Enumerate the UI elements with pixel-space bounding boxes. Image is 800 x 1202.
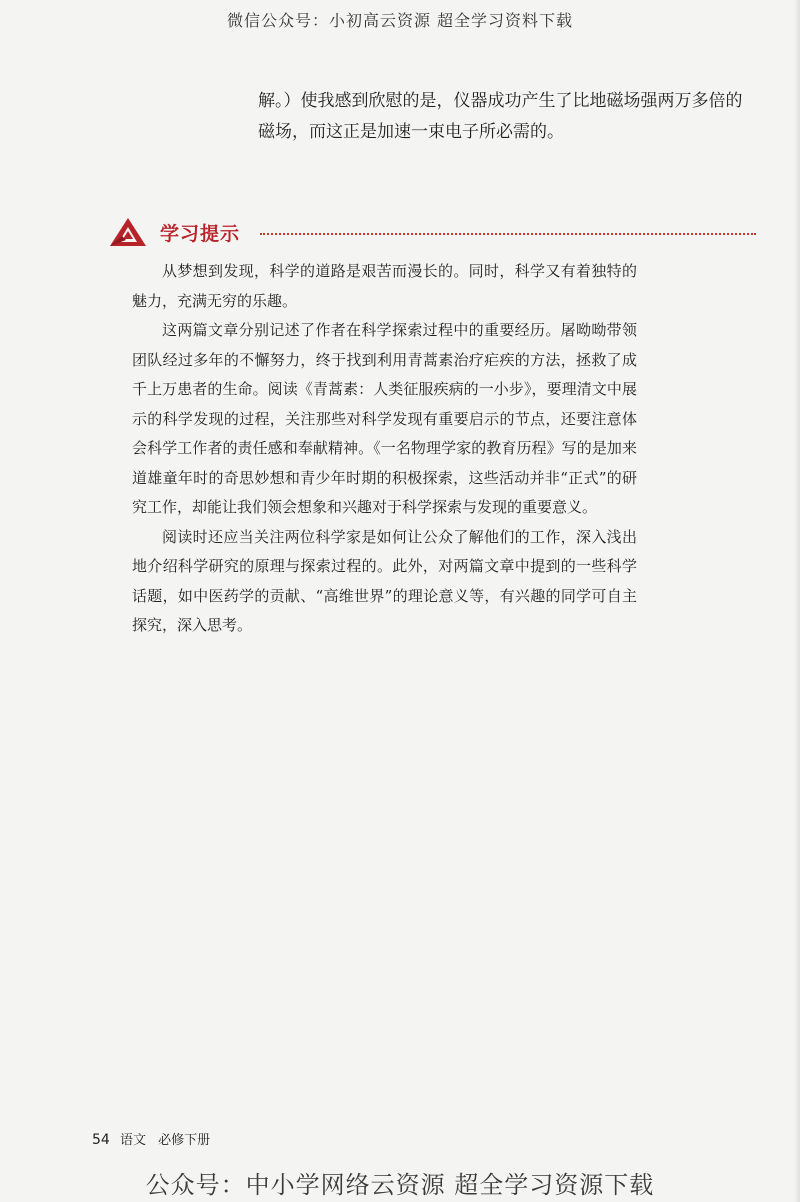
intro-paragraph	[258, 86, 758, 148]
tips-paragraph: 这两篇文章分别记述了作者在科学探索过程中的重要经历。屠呦呦带领团队经过多年的不懈努力，终于找到利用青蒿素治疗疟疾的方法，拯救了成千上万患者的生命。阅读《青蒿素：人类征服疾病的一小步》，要理清文中展示的科学发现的过程，关注那些对科学发现有重要启示的节点，还要注意体会科学工作者的责任感和奉献精神。《一名物理学家的教育历程》写的是加来道雄童年时的奇思妙想和青少年时期的积极探索，这些活动并非“正式”的研究工作，却能让我们领会想象和兴趣对于科学探索与发现的重要意义。	[132, 321, 637, 516]
section-header	[108, 216, 758, 250]
top-banner: 微信公众号：小初高云资源 超全学习资料下载	[226, 11, 574, 30]
page-number: 54	[92, 1132, 110, 1148]
study-tips-body	[132, 257, 637, 641]
book-title: 语文	[119, 1133, 146, 1148]
book-volume: 必修下册	[158, 1133, 211, 1148]
section-title: 学习提示	[160, 223, 241, 245]
page-footer	[92, 1129, 210, 1148]
intro-text: 解。）使我感到欣慰的是，仪器成功产生了比地磁场强两万多倍的磁场，而这正是加速一束电子所必需的。	[258, 91, 743, 142]
tips-paragraph: 从梦想到发现，科学的道路是艰苦而漫长的。同时，科学又有着独特的魅力，充满无穷的乐趣。	[132, 262, 637, 310]
dotted-divider	[260, 233, 756, 235]
tips-paragraph: 阅读时还应当关注两位科学家是如何让公众了解他们的工作，深入浅出地介绍科学研究的原理与探索过程的。此外，对两篇文章中提到的一些科学话题，如中医药学的贡献、“高维世界”的理论意义等，有兴趣的同学可自主探究，深入思考。	[132, 527, 637, 634]
study-tips-emblem-icon	[108, 216, 148, 248]
page-edge-shadow	[794, 0, 800, 1202]
bottom-watermark: 公众号：中小学网络云资源 超全学习资源下载	[145, 1171, 655, 1199]
